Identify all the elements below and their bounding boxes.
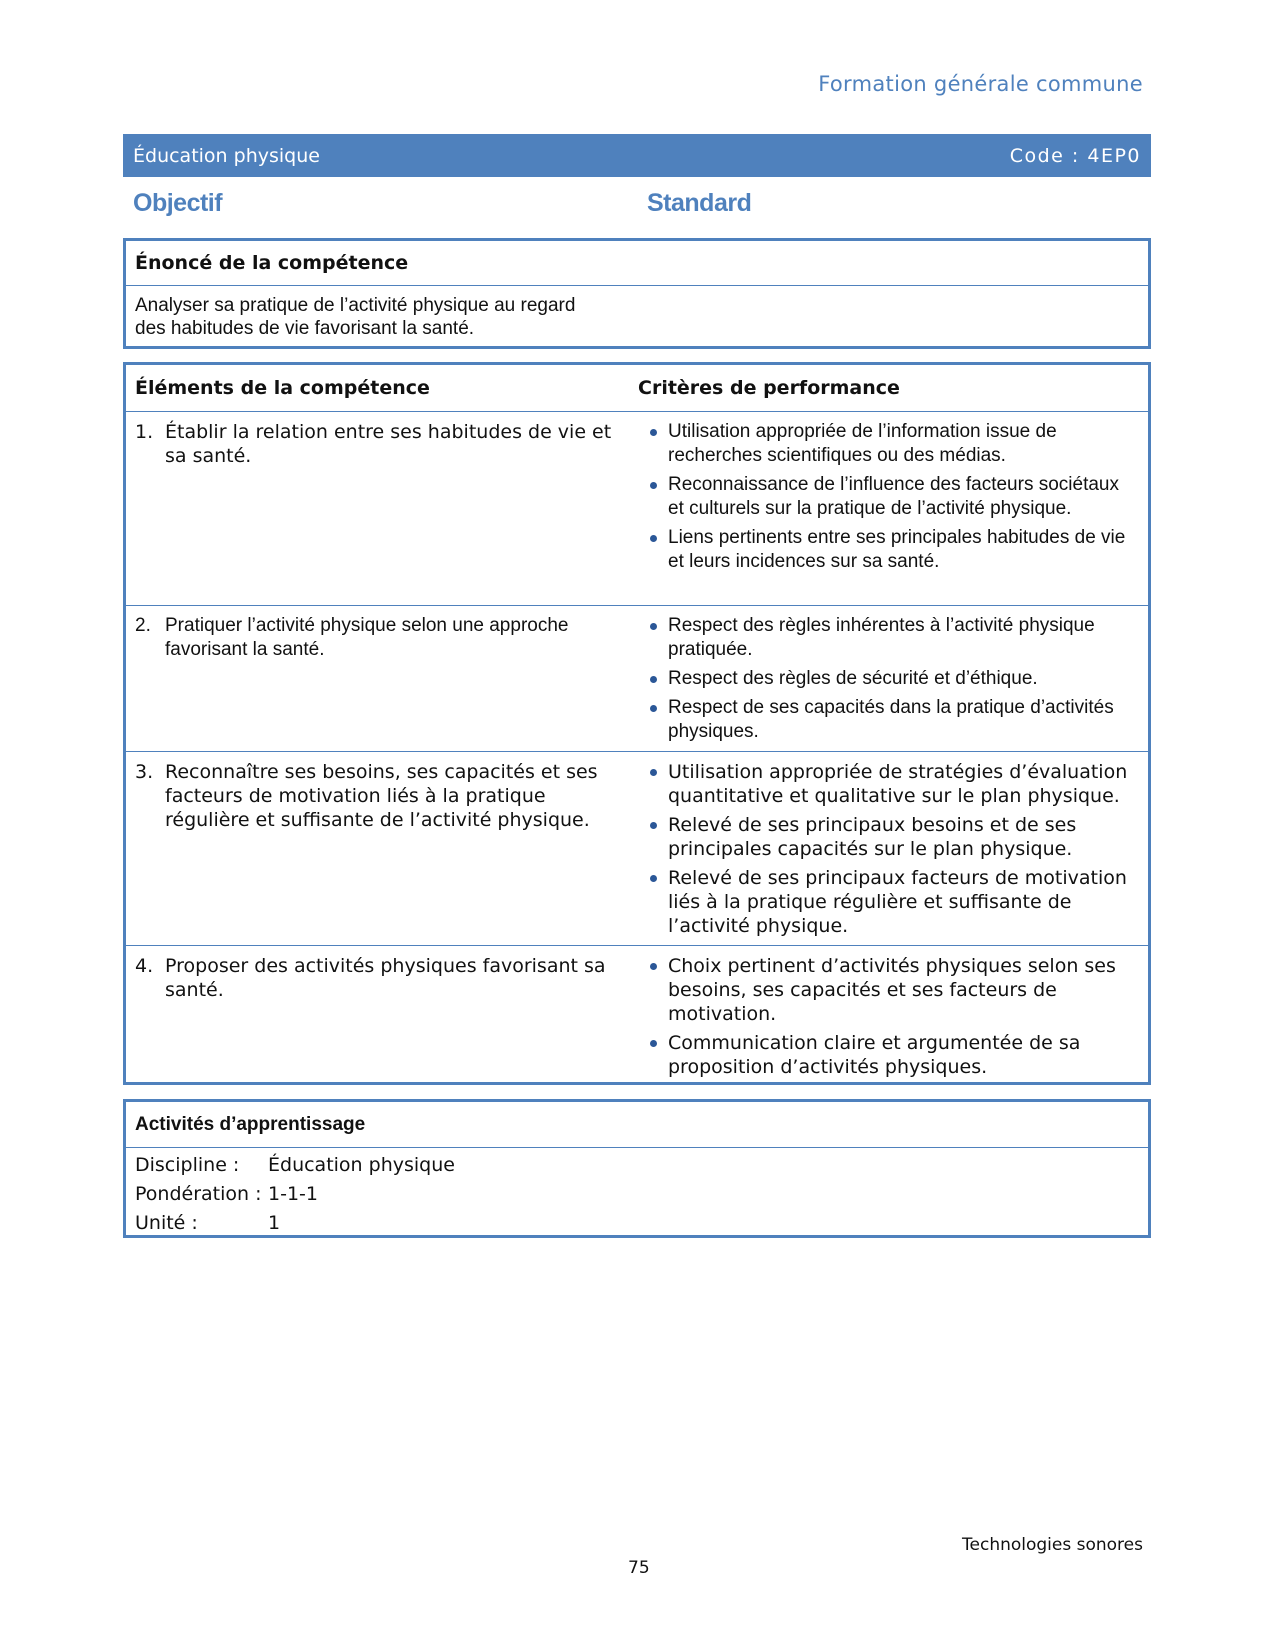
course-code: Code : 4EP0: [1009, 144, 1141, 167]
bullet-icon: [638, 696, 668, 744]
criteria-item: Relevé de ses principaux facteurs de motivation liés à la pratique régulière et suffisante de l’activité physique.: [638, 866, 1138, 938]
element-row-3: [126, 752, 1148, 946]
element-text: Pratiquer l’activité physique selon une approche favorisant la santé.: [165, 615, 569, 660]
elements-box: [123, 362, 1151, 1085]
criteria-item: Respect des règles inhérentes à l’activité physique pratiquée.: [638, 614, 1138, 662]
criteria-item: Liens pertinents entre ses principales habitudes de vie et leurs incidences sur sa santé.: [638, 526, 1138, 574]
criteria-item: Utilisation appropriée de stratégies d’évaluation quantitative et qualitative sur le plan physique.: [638, 760, 1138, 808]
enonce-line-2: des habitudes de vie favorisant la santé.: [135, 318, 475, 339]
objectif-heading: Objectif: [133, 189, 223, 217]
criteria-item: Communication claire et argumentée de sa proposition d’activités physiques.: [638, 1031, 1138, 1079]
activites-box: [123, 1099, 1151, 1238]
element-text: Reconnaître ses besoins, ses capacités et ses facteurs de motivation liés à la pratique régulière et suffisante de l’activité physique.: [165, 761, 598, 831]
element-row-4: [126, 946, 1148, 1083]
criteria-item: Respect des règles de sécurité et d’éthique.: [638, 667, 1138, 691]
elements-heading: Éléments de la compétence: [135, 377, 430, 399]
page-number: 75: [628, 1558, 650, 1578]
enonce-text: [126, 286, 1148, 340]
criteria-item: Choix pertinent d’activités physiques selon ses besoins, ses capacités et ses facteurs de motivation.: [638, 954, 1138, 1026]
bullet-icon: [638, 667, 668, 691]
element-text: Proposer des activités physiques favorisant sa santé.: [165, 955, 606, 1001]
bullet-icon: [638, 866, 668, 938]
criteria-item: Utilisation appropriée de l’information issue de recherches scientifiques ou des médias.: [638, 420, 1138, 468]
element-number: 4.: [135, 955, 154, 977]
course-header-bar: [123, 134, 1151, 177]
criteria-item: Respect de ses capacités dans la pratique d’activités physiques.: [638, 696, 1138, 744]
ponderation-row: Pondération : 1-1-1: [135, 1183, 318, 1205]
element-number: 1.: [135, 421, 154, 443]
element-number: 2.: [135, 615, 151, 636]
bullet-icon: [638, 760, 668, 808]
element-row-2: [126, 606, 1148, 752]
footer-program: Technologies sonores: [962, 1535, 1143, 1555]
criteria-item: Relevé de ses principaux besoins et de ses principales capacités sur le plan physique.: [638, 813, 1138, 861]
enonce-heading: Énoncé de la compétence: [126, 241, 1148, 286]
bullet-icon: [638, 420, 668, 468]
bullet-icon: [638, 813, 668, 861]
bullet-icon: [638, 526, 668, 574]
discipline-row: Discipline : Éducation physique: [135, 1154, 455, 1176]
element-number: 3.: [135, 761, 154, 783]
course-name: Éducation physique: [133, 144, 320, 167]
criteria-heading: Critères de performance: [638, 377, 900, 399]
section-title: Formation générale commune: [818, 72, 1143, 96]
bullet-icon: [638, 954, 668, 1026]
element-text: Établir la relation entre ses habitudes de vie et sa santé.: [165, 421, 612, 467]
bullet-icon: [638, 1031, 668, 1079]
enonce-box: [123, 238, 1151, 349]
element-row-1: [126, 412, 1148, 606]
activites-heading: Activités d’apprentissage: [126, 1102, 1148, 1148]
standard-heading: Standard: [647, 189, 752, 217]
enonce-line-1: Analyser sa pratique de l’activité physique au regard: [135, 295, 576, 316]
elements-header-row: [126, 365, 1148, 412]
bullet-icon: [638, 614, 668, 662]
criteria-item: Reconnaissance de l’influence des facteurs sociétaux et culturels sur la pratique de l’activité physique.: [638, 473, 1138, 521]
unite-row: Unité : 1: [135, 1212, 281, 1234]
bullet-icon: [638, 473, 668, 521]
